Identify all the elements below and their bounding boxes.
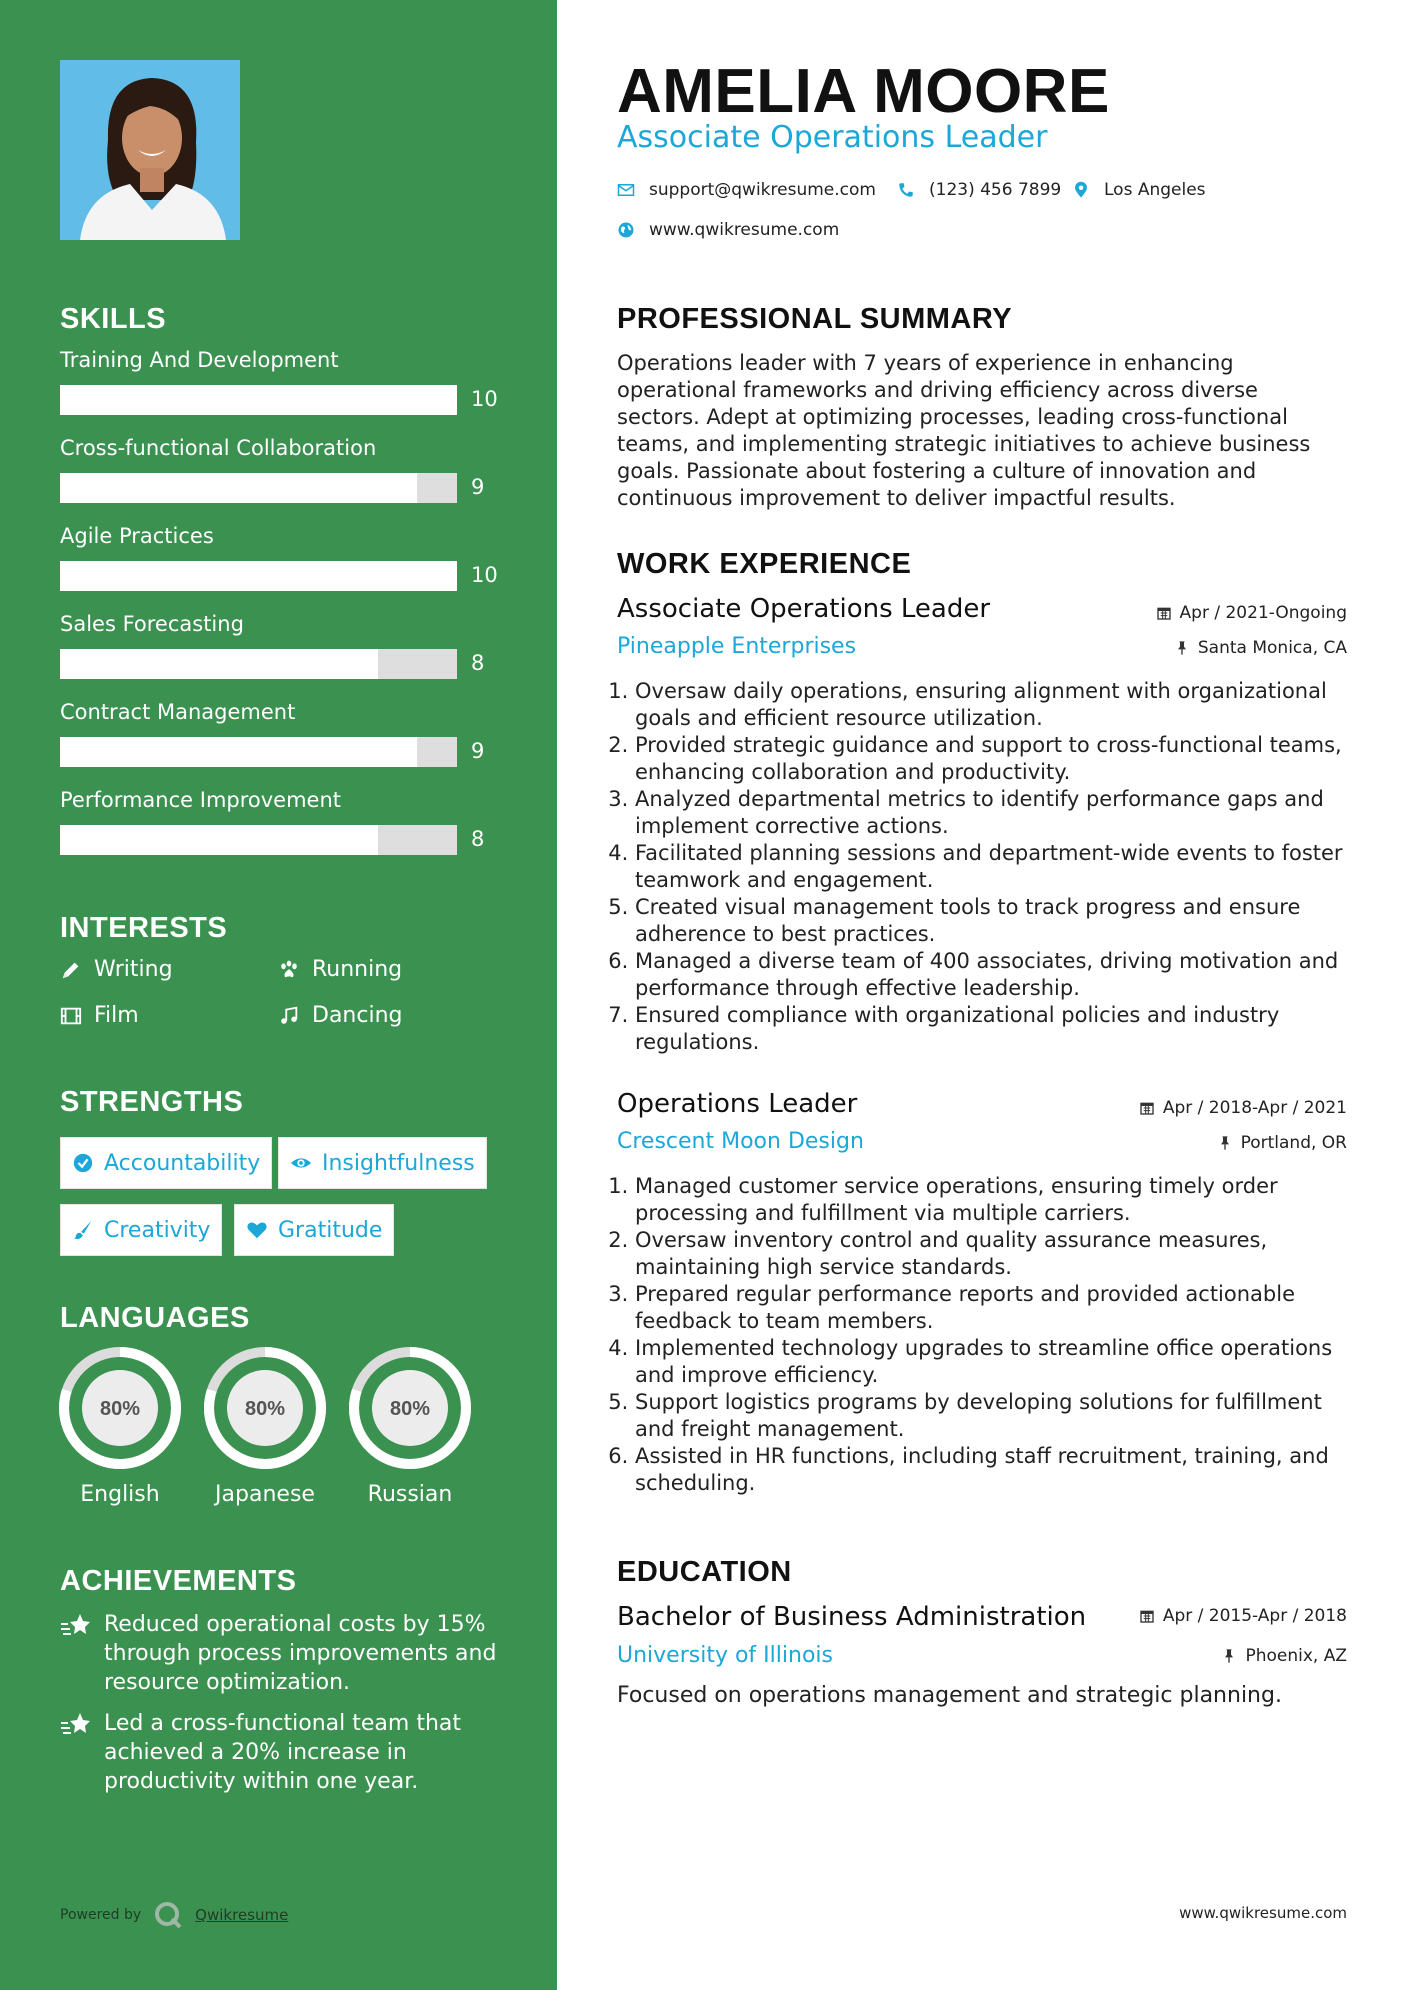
language-percent: 80%: [244, 1398, 286, 1420]
school-name: University of Illinois: [617, 1643, 833, 1668]
skill-bar: [60, 385, 457, 415]
strength-tag: [60, 1137, 272, 1189]
achievements-heading: ACHIEVEMENTS: [60, 1565, 297, 1597]
skill-fill: [60, 561, 457, 591]
summary-text: Operations leader with 7 years of experience in enhancing operational frameworks and driving efficiency across diverse sectors. Adept at optimizing processes, leading cross-functional teams, and implementing strategic initiatives to achieve business goals. Passionate about fostering a culture of innovation and continuous improvement to deliver impactful results.: [617, 351, 1311, 510]
contact-website: [617, 220, 839, 240]
film-icon: [60, 1005, 82, 1027]
skill-fill: [60, 385, 457, 415]
duty-item: 3. Analyzed departmental metrics to identify performance gaps and implement corrective actions.: [635, 786, 1347, 840]
skill-item: [60, 436, 500, 499]
star-hand-icon: [60, 1612, 92, 1640]
phone-icon: [897, 181, 915, 199]
duty-item: 2. Oversaw inventory control and quality assurance measures, maintaining high service standards.: [635, 1227, 1347, 1281]
duty-item: 1. Oversaw daily operations, ensuring alignment with organizational goals and efficient resource utilization.: [635, 678, 1347, 732]
candidate-role: Associate Operations Leader: [617, 120, 1048, 155]
powered-by-label: Powered by: [60, 1907, 142, 1923]
skill-fill: [60, 473, 417, 503]
contact-phone: [897, 180, 1061, 200]
language-percent: 80%: [99, 1398, 141, 1420]
phone-text: (123) 456 7899: [929, 180, 1062, 200]
interest-label: Dancing: [312, 1003, 403, 1028]
language-ring: [203, 1346, 327, 1470]
job-duties-list: [617, 678, 1347, 1056]
job-dates-text: Apr / 2021-Ongoing: [1179, 603, 1347, 623]
check-circle-icon: [72, 1152, 94, 1174]
duty-item: 2. Provided strategic guidance and support to cross-functional teams, enhancing collaboration and productivity.: [635, 732, 1347, 786]
calendar-icon: [1139, 1100, 1155, 1116]
job-dates-text: Apr / 2018-Apr / 2021: [1162, 1098, 1347, 1118]
candidate-name: AMELIA MOORE: [617, 57, 1110, 126]
skill-value: 9: [471, 739, 485, 763]
degree-title: Bachelor of Business Administration: [617, 1602, 1087, 1632]
language-item: [348, 1346, 472, 1507]
skill-fill: [60, 825, 378, 855]
job-dates: [1156, 603, 1347, 623]
duty-item: 6. Managed a diverse team of 400 associates, driving motivation and performance through effective leadership.: [635, 948, 1347, 1002]
eye-icon: [290, 1152, 312, 1174]
brush-icon: [72, 1219, 94, 1241]
website-text[interactable]: www.qwikresume.com: [649, 220, 840, 240]
pencil-icon: [60, 959, 82, 981]
skill-fill: [60, 649, 378, 679]
duty-item: 3. Prepared regular performance reports and provided actionable feedback to team members.: [635, 1281, 1347, 1335]
contact-email: [617, 180, 876, 200]
job-location: [1174, 638, 1347, 658]
interest-item: [60, 957, 173, 982]
skills-heading: SKILLS: [60, 303, 167, 335]
location-text: Los Angeles: [1104, 180, 1206, 200]
skill-bar: [60, 473, 457, 503]
company-name: Crescent Moon Design: [617, 1129, 864, 1154]
interest-label: Writing: [94, 957, 173, 982]
skill-item: [60, 788, 500, 851]
duty-item: 5. Created visual management tools to track progress and ensure adherence to best practices.: [635, 894, 1347, 948]
language-ring: [58, 1346, 182, 1470]
job-title: Associate Operations Leader: [617, 594, 991, 624]
pushpin-icon: [1217, 1135, 1233, 1151]
job-duties-list: [617, 1173, 1347, 1497]
qwikresume-logo-icon: [153, 1900, 183, 1930]
skill-name: Sales Forecasting: [60, 612, 244, 636]
company-name: Pineapple Enterprises: [617, 634, 857, 659]
map-pin-icon: [1072, 181, 1090, 199]
education-heading: EDUCATION: [617, 1556, 792, 1588]
interests-heading: INTERESTS: [60, 912, 228, 944]
job-title: Operations Leader: [617, 1089, 858, 1119]
achievement-text: Reduced operational costs by 15% through process improvements and resource optimization.: [104, 1612, 497, 1695]
job-location-text: Portland, OR: [1240, 1133, 1347, 1153]
skill-item: [60, 700, 500, 763]
skill-name: Contract Management: [60, 700, 296, 724]
email-text[interactable]: support@qwikresume.com: [649, 180, 876, 200]
interest-item: [278, 1003, 402, 1028]
duty-item: 4. Facilitated planning sessions and department-wide events to foster teamwork and engagement.: [635, 840, 1347, 894]
language-item: [58, 1346, 182, 1507]
footer-website[interactable]: www.qwikresume.com: [1179, 1904, 1347, 1922]
achievement-text: Led a cross-functional team that achieved a 20% increase in productivity within one year.: [104, 1711, 462, 1794]
main-content: [617, 0, 1347, 1990]
strength-tag: [60, 1204, 222, 1256]
duty-item: 6. Assisted in HR functions, including staff recruitment, training, and scheduling.: [635, 1443, 1347, 1497]
interest-label: Running: [312, 957, 403, 982]
language-name: English: [80, 1482, 160, 1507]
education-location: [1221, 1646, 1347, 1666]
pushpin-icon: [1221, 1648, 1237, 1664]
skill-item: [60, 524, 500, 587]
strengths-heading: STRENGTHS: [60, 1086, 244, 1118]
music-note-icon: [278, 1005, 300, 1027]
language-percent: 80%: [389, 1398, 431, 1420]
contact-location: [1072, 180, 1206, 200]
heart-icon: [246, 1219, 268, 1241]
globe-icon: [617, 221, 635, 239]
education-location-text: Phoenix, AZ: [1245, 1646, 1347, 1666]
skill-value: 9: [471, 475, 485, 499]
powered-by: [60, 1900, 288, 1930]
summary-heading: PROFESSIONAL SUMMARY: [617, 303, 1013, 335]
skill-value: 8: [471, 827, 485, 851]
language-item: [203, 1346, 327, 1507]
duty-item: 1. Managed customer service operations, ensuring timely order processing and fulfillment via multiple carriers.: [635, 1173, 1347, 1227]
duty-item: 5. Support logistics programs by developing solutions for fulfillment and freight management.: [635, 1389, 1347, 1443]
strength-label: Gratitude: [278, 1217, 383, 1243]
job-dates: [1139, 1098, 1347, 1118]
languages-heading: LANGUAGES: [60, 1302, 250, 1334]
strength-tag: [234, 1204, 394, 1256]
education-dates-text: Apr / 2015-Apr / 2018: [1162, 1606, 1347, 1626]
language-name: Japanese: [215, 1482, 315, 1507]
skill-bar: [60, 825, 457, 855]
duty-item: 7. Ensured compliance with organizational policies and industry regulations.: [635, 1002, 1347, 1056]
interest-label: Film: [94, 1003, 139, 1028]
job-location: [1217, 1133, 1347, 1153]
skill-value: 10: [471, 563, 498, 587]
star-hand-icon: [60, 1711, 92, 1739]
skill-name: Cross-functional Collaboration: [60, 436, 377, 460]
education-description: Focused on operations management and strategic planning.: [617, 1683, 1282, 1708]
strength-label: Accountability: [104, 1150, 261, 1176]
interest-item: [278, 957, 402, 982]
language-name: Russian: [367, 1482, 453, 1507]
skill-fill: [60, 737, 417, 767]
skill-name: Performance Improvement: [60, 788, 342, 812]
education-dates: [1139, 1606, 1347, 1626]
skill-name: Training And Development: [60, 348, 339, 372]
experience-heading: WORK EXPERIENCE: [617, 548, 912, 580]
calendar-icon: [1156, 605, 1172, 621]
envelope-icon: [617, 181, 635, 199]
skill-value: 8: [471, 651, 485, 675]
strength-label: Insightfulness: [322, 1150, 475, 1176]
profile-photo: [60, 60, 240, 240]
skill-item: [60, 612, 500, 675]
calendar-icon: [1139, 1608, 1155, 1624]
skill-bar: [60, 737, 457, 767]
paw-icon: [278, 959, 300, 981]
skill-value: 10: [471, 387, 498, 411]
achievement-item: [60, 1709, 500, 1796]
interest-item: [60, 1003, 139, 1028]
pushpin-icon: [1174, 640, 1190, 656]
skill-bar: [60, 649, 457, 679]
language-ring: [348, 1346, 472, 1470]
achievement-item: [60, 1610, 500, 1697]
sidebar: [0, 0, 557, 1990]
qwikresume-link[interactable]: Qwikresume: [195, 1906, 289, 1924]
job-location-text: Santa Monica, CA: [1197, 638, 1347, 658]
strength-label: Creativity: [104, 1217, 211, 1243]
skill-bar: [60, 561, 457, 591]
strength-tag: [278, 1137, 487, 1189]
duty-item: 4. Implemented technology upgrades to streamline office operations and improve efficiency.: [635, 1335, 1347, 1389]
skill-item: [60, 348, 500, 411]
skill-name: Agile Practices: [60, 524, 214, 548]
